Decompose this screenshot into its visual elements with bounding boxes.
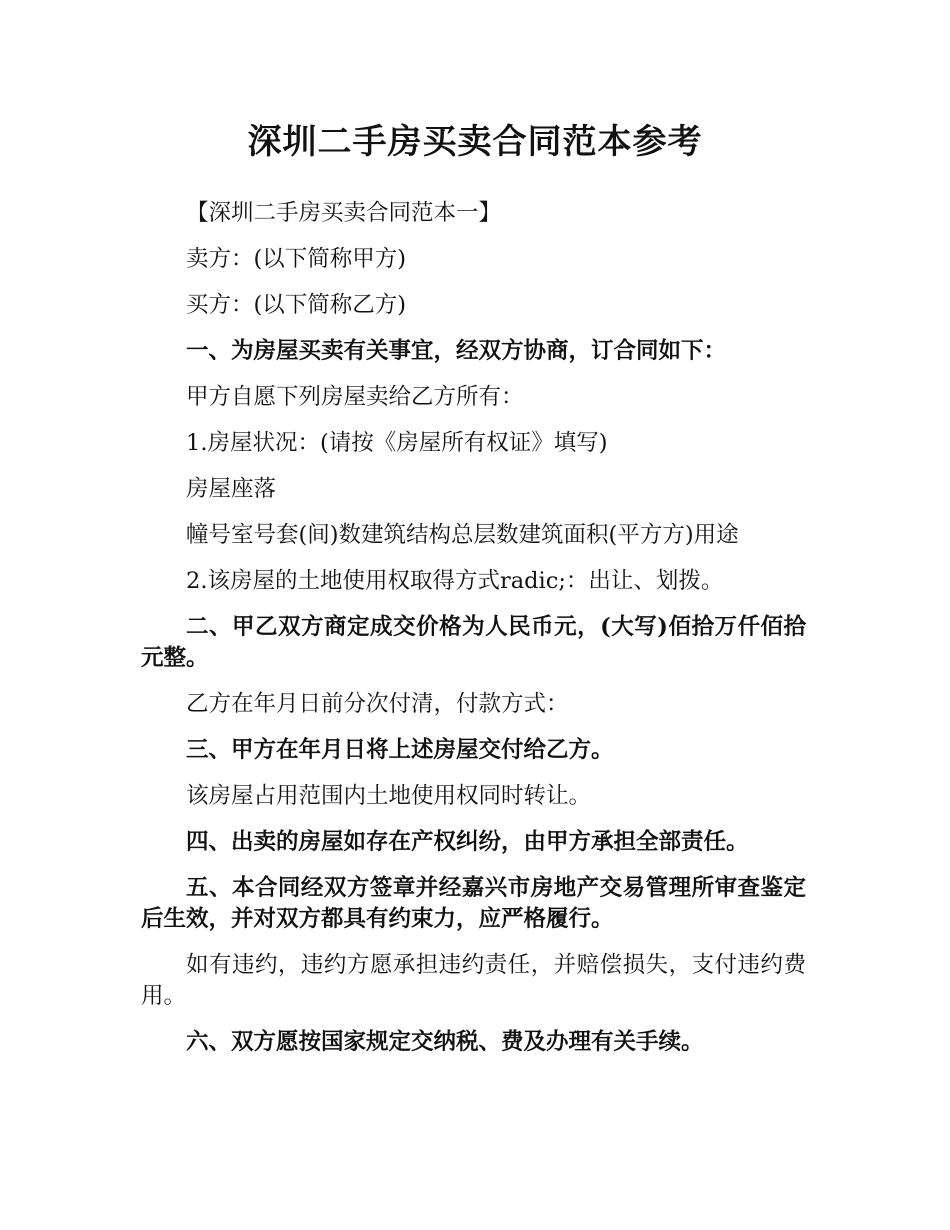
document-title: 深圳二手房买卖合同范本参考 <box>247 122 703 162</box>
payment-method-line: 乙方在年月日前分次付清，付款方式： <box>186 691 569 717</box>
property-details-line: 幢号室号套(间)数建筑结构总层数建筑面积(平方方)用途 <box>186 522 739 548</box>
clause-3-delivery: 三、甲方在年月日将上述房屋交付给乙方。 <box>186 737 614 763</box>
document-body <box>141 198 806 1073</box>
clause-1-intro: 甲方自愿下列房屋卖给乙方所有： <box>186 384 524 410</box>
clause-6-taxes: 六、双方愿按国家规定交纳税、费及办理有关手续。 <box>186 1029 704 1055</box>
clause-5-effective: 五、本合同经双方签章并经嘉兴市房地产交易管理所审查鉴定后生效，并对双方都具有约束力，应严格履行。 <box>141 875 806 932</box>
land-transfer-line: 该房屋占用范围内土地使用权同时转让。 <box>186 783 592 809</box>
clause-1-heading: 一、为房屋买卖有关事宜，经双方协商，订合同如下： <box>186 338 727 364</box>
contract-heading: 【深圳二手房买卖合同范本一】 <box>186 200 502 226</box>
clause-2-price: 二、甲乙双方商定成交价格为人民币元，(大写)佰拾万仟佰拾元整。 <box>141 614 806 671</box>
property-status-line: 1.房屋状况：(请按《房屋所有权证》填写) <box>186 430 608 456</box>
property-location-line: 房屋座落 <box>186 476 277 502</box>
clause-4-dispute: 四、出卖的房屋如存在产权纠纷，由甲方承担全部责任。 <box>186 829 749 855</box>
land-use-right-line: 2.该房屋的土地使用权取得方式radic;：出让、划拨。 <box>186 568 724 594</box>
seller-line: 卖方：(以下简称甲方) <box>186 246 407 272</box>
buyer-line: 买方：(以下简称乙方) <box>186 292 407 318</box>
breach-line: 如有违约，违约方愿承担违约责任，并赔偿损失，支付违约费用。 <box>141 952 806 1009</box>
